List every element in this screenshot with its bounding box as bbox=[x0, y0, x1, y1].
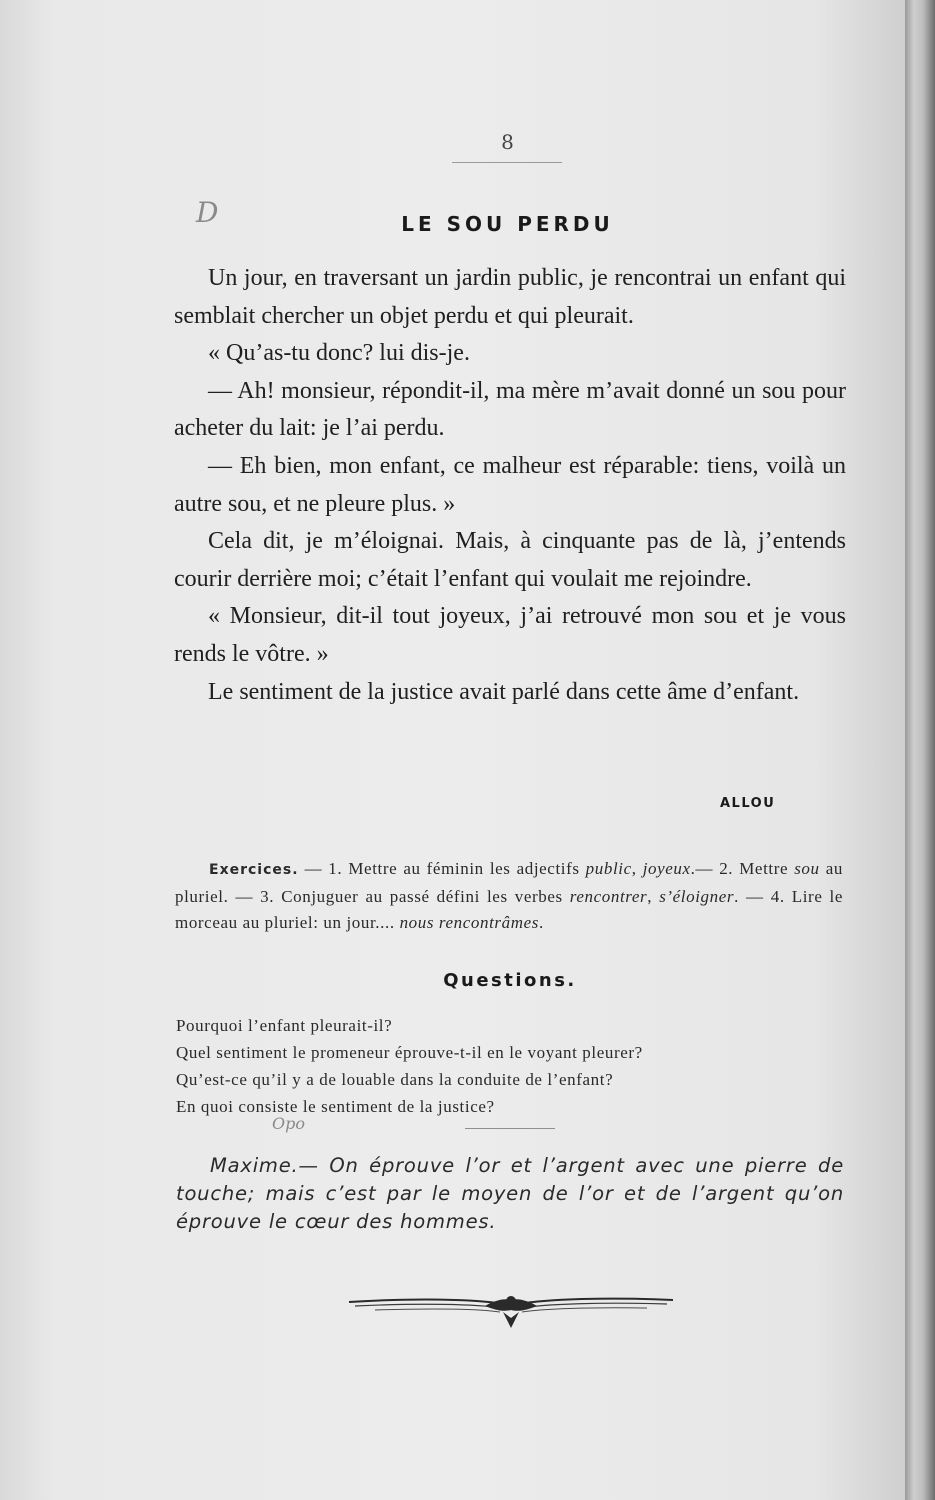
paragraph: « Monsieur, dit-il tout joyeux, j’ai retrouvé mon sou et je vous rends le vôtre. » bbox=[174, 603, 846, 667]
question-item: Pourquoi l’enfant pleurait-il? bbox=[176, 1016, 393, 1035]
exercises-word: public bbox=[585, 859, 632, 878]
question-item: Quel sentiment le promeneur éprouve-t-il en le voyant pleurer? bbox=[176, 1043, 643, 1062]
exercises-text: .— 2. Mettre bbox=[690, 859, 795, 878]
questions-list bbox=[176, 1012, 836, 1120]
exercises-word: rencontrer bbox=[569, 886, 648, 906]
maxim-text: Maxime.— On éprouve l’or et l’argent avec une pierre de touche; mais c’est par le moyen de l’or et de l’argent qu’on éprouve le cœur des hommes. bbox=[176, 1154, 844, 1233]
page-number: 8 bbox=[501, 130, 514, 154]
pencil-annotation-opo: Opo bbox=[272, 1114, 305, 1133]
page-number-rule bbox=[452, 162, 562, 163]
pencil-annotation-d: D bbox=[196, 196, 219, 229]
question-item: En quoi consiste le sentiment de la justice? bbox=[176, 1097, 495, 1116]
questions-heading: Questions. bbox=[443, 970, 577, 991]
winged-ornament-icon bbox=[345, 1288, 677, 1332]
exercises-text: . bbox=[538, 913, 544, 932]
paragraph: — Ah! monsieur, répondit-il, ma mère m’avait donné un sou pour acheter du lait: je l’ai perdu. bbox=[174, 377, 846, 442]
paragraph: « Qu’as-tu donc? lui dis-je. bbox=[208, 340, 470, 367]
exercises-text: , bbox=[647, 886, 660, 906]
exercises-word: s’éloigner bbox=[659, 886, 735, 906]
story-title: LE SOU PERDU bbox=[401, 212, 614, 236]
exercises-text: . — 4. Lire le morceau au pluriel: un jour.... bbox=[175, 886, 844, 932]
exercises-word: nous rencontrâmes bbox=[399, 913, 539, 932]
story-body bbox=[174, 260, 846, 711]
paragraph: Un jour, en traversant un jardin public, je rencontrai un enfant qui semblait chercher un objet perdu et qui pleurait. bbox=[174, 265, 846, 329]
paragraph: — Eh bien, mon enfant, ce malheur est réparable: tiens, voilà un autre sou, et ne pleure plus. » bbox=[174, 452, 846, 517]
exercises-label: Exercices. bbox=[209, 862, 299, 878]
exercises-text: , bbox=[631, 859, 643, 878]
exercises-text: au pluriel. — 3. Conjuguer au passé défini les verbes bbox=[175, 859, 843, 906]
question-item: Qu’est-ce qu’il y a de louable dans la conduite de l’enfant? bbox=[176, 1070, 614, 1089]
exercises-text: — 1. Mettre au féminin les adjectifs bbox=[298, 859, 586, 878]
exercises-section bbox=[175, 856, 843, 937]
section-divider-rule bbox=[465, 1128, 555, 1129]
exercises-word: joyeux bbox=[642, 859, 691, 878]
exercises-word: sou bbox=[794, 859, 820, 878]
paragraph: Le sentiment de la justice avait parlé dans cette âme d’enfant. bbox=[208, 678, 800, 705]
paragraph: Cela dit, je m’éloignai. Mais, à cinquante pas de là, j’entends courir derrière moi; c’était l’enfant qui voulait me rejoindre. bbox=[174, 528, 846, 592]
author-name: ALLOU bbox=[720, 796, 776, 811]
maxim-quote bbox=[176, 1152, 844, 1236]
